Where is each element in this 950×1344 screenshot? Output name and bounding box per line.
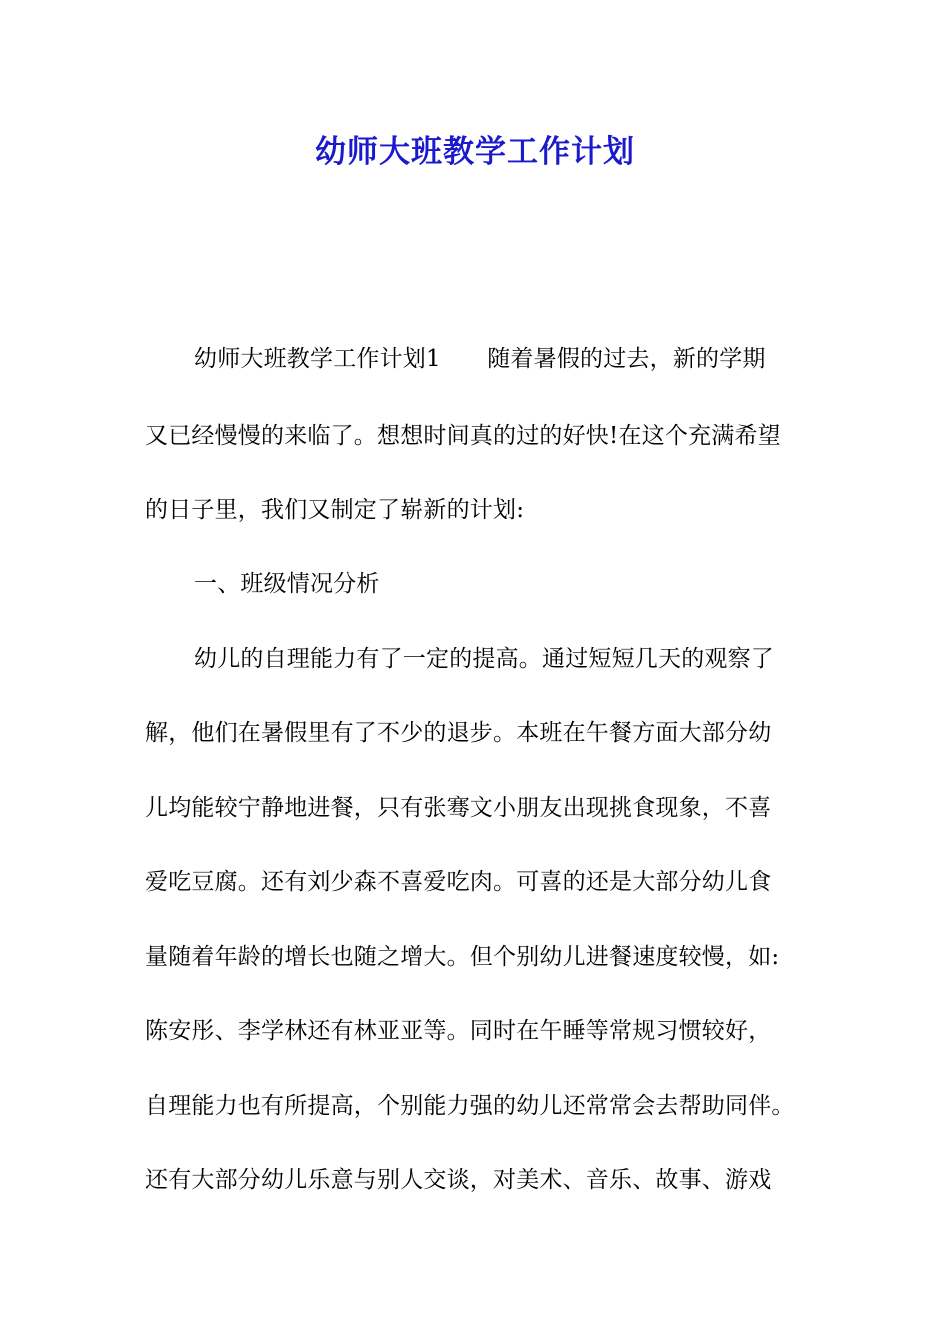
paragraph-line: 陈安彤、李学林还有林亚亚等。同时在午睡等常规习惯较好， <box>145 1018 772 1044</box>
paragraph-line: 量随着年龄的增长也随之增大。但个别幼儿进餐速度较慢，如: <box>145 944 780 970</box>
paragraph-line: 又已经慢慢的来临了。想想时间真的过的好快!在这个充满希望 <box>145 423 781 449</box>
paragraph-line: 儿均能较宁静地进餐，只有张骞文小朋友出现挑食现象，不喜 <box>145 795 772 821</box>
paragraph-line: 爱吃豆腐。还有刘少森不喜爱吃肉。可喜的还是大部分幼儿食 <box>145 869 772 895</box>
paragraph-line: 幼师大班教学工作计划1 随着暑假的过去，新的学期 <box>194 346 766 372</box>
paragraph-line: 的日子里，我们又制定了崭新的计划: <box>145 497 525 523</box>
paragraph-line: 还有大部分幼儿乐意与别人交谈，对美术、音乐、故事、游戏 <box>145 1167 772 1193</box>
paragraph-line: 幼儿的自理能力有了一定的提高。通过短短几天的观察了 <box>194 646 774 672</box>
document-title: 幼师大班教学工作计划 <box>315 134 635 170</box>
section-heading: 一、班级情况分析 <box>194 571 380 597</box>
paragraph-line: 解，他们在暑假里有了不少的退步。本班在午餐方面大部分幼 <box>145 720 772 746</box>
paragraph-line: 自理能力也有所提高，个别能力强的幼儿还常常会去帮助同伴。 <box>145 1093 795 1119</box>
